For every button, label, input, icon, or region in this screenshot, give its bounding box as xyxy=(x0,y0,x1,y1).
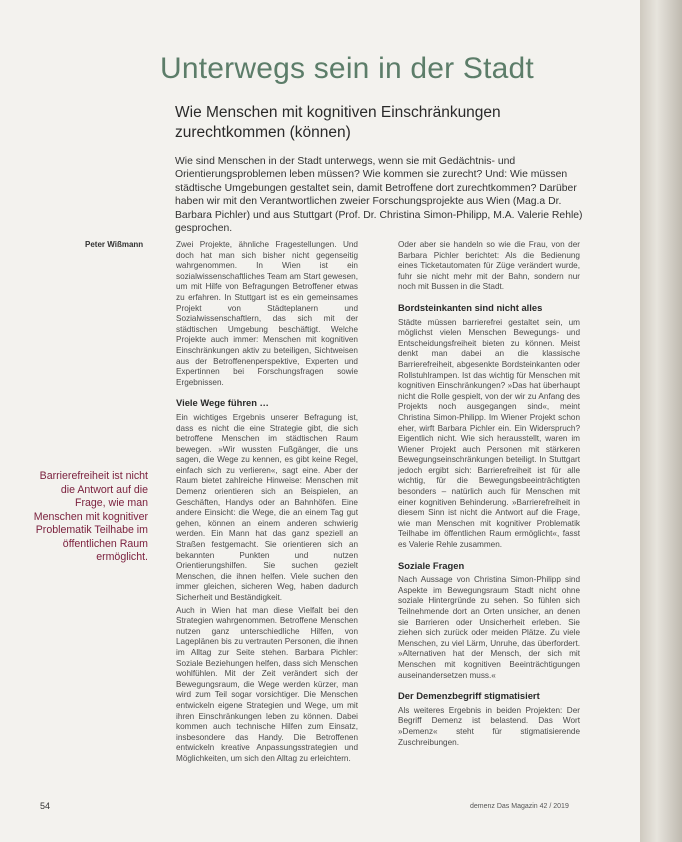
section-heading-text: Soziale Fragen xyxy=(398,559,465,571)
paragraph: Zwei Projekte, ähnliche Fragestellungen. Und doch hat man sich bisher nicht gegenseitig wahrgenommen. In Wien ist ein sozialwissenschaftliches Team am Start gewesen, um mit Hilfe von Befragungen Betroffener etwas zu erfahren. In Stuttgart ist es ein gemeinsames Projekt von Städteplanern und Sozialwissenschaftlern, das sich mit der städtischen Umgebung beschäftigt. Welche Projekte auch immer: Menschen mit kognitiven Einschränkungen aktiv zu beteiligen, Sichtweisen aus der Betroffenenperspektive, Experten und Expertinnen bei Forschungsfragen sowie Ergebnissen. xyxy=(176,240,358,387)
paragraph: Städte müssen barrierefrei gestaltet sein, um möglichst vielen Menschen Bewegungs- und Entscheidungsfreiheit bieten zu können. Meist denkt man dabei an die klassische Barrierefreiheit, abgesenkte Bordsteinkanten oder Rollstuhlrampen. Ist das wichtig für Menschen mit kognitiven Einschränkungen? »Das hat überhaupt nicht die Rolle gespielt, von der wir zu Anfang des Projekts noch ausgegangen sind«, meint Christina Simon-Philipp. Im Wiener Projekt schon eher, wirft Barbara Pichler ein. Ein Widerspruch? Eigentlich nicht. Wie sich herausstellt, waren im Wiener Projekt auch Personen mit stärkeren Bewegungseinschränkungen beteiligt. In Stuttgart jedoch ergibt sich: Barrierefreiheit ist für alle wichtig, für die Bewegungsbeeinträchtigten besonders – natürlich auch für Menschen mit einer kognitiven Behinderung. »Barrierefreiheit in diesem Sinn ist nicht die Antwort auf die Frage, wie man Menschen mit kognitiver Problematik Teilhabe im öffentlichen Raum ermöglicht«, fasst es Valerie Rehle zusammen. xyxy=(398,317,580,550)
text-column-left xyxy=(176,240,358,767)
section-heading xyxy=(398,691,580,702)
section-heading-text: Der Demenzbegriff stigmatisiert xyxy=(398,690,540,702)
paragraph: Nach Aussage von Christina Simon-Philipp sind Aspekte im Bewegungsraum Stadt nicht ohne soziale Hintergründe zu sehen. So fühlen sich Teilnehmende dort an Orten unsicher, an denen sie Barrieren oder Unsicherheit erleben. Sie ziehen sich zurück oder meiden Plätze. Zu viele Menschen, zu viel Lärm, Unruhe, das überfordert. »Alternativen hat der Mensch, der sich mit Menschen mit kognitiven Beeinträchtigungen auseinandersetzen muss.« xyxy=(398,575,580,680)
section-heading xyxy=(398,561,580,572)
pull-quote: Barrierefreiheit ist nicht die Antwort auf die Frage, wie man Menschen mit kognitiver Problematik Teilhabe im öffentlichen Raum ermöglicht. xyxy=(33,470,148,563)
next-page-edge xyxy=(640,0,682,842)
paragraph: Oder aber sie handeln so wie die Frau, von der Barbara Pichler berichtet: Als die Bedienung eines Ticketautomaten für Züge verändert wurde, fuhr sie nicht mehr mit der Bahn, sondern nur noch mit Bussen in die Stadt. xyxy=(398,240,580,292)
article-subtitle: Wie Menschen mit kognitiven Einschränkungen zurechtkommen (können) xyxy=(175,104,501,141)
section-heading xyxy=(398,303,580,314)
section-heading-text: Bordsteinkanten sind nicht alles xyxy=(398,301,543,313)
paragraph: Auch in Wien hat man diese Vielfalt bei den Strategien wahrgenommen. Betroffene Menschen nutzen ganz unterschiedliche Hilfen, von Lageplänen bis zu vertrauten Personen, die ihnen im Alltag zur Seite stehen. Barbara Pichler: Soziale Beziehungen helfen, dass sich Menschen wohlfühlen. Mit der Zeit verändert sich der Bewegungsraum, die Wege werden kürzer, man wird zum Teil sogar vorsichtiger. Die Menschen entwickeln eigene Strategien und Wege, um mit ihren Einschränkungen leben zu können. Dabei kommen auch technische Hilfen zum Einsatz, insbesondere das Handy. Die Betroffenen entwickeln kreative Anpassungsstrategien und Möglichkeiten, um sich den Alltag zu erleichtern. xyxy=(176,605,358,763)
section-heading-text: Viele Wege führen … xyxy=(176,397,269,409)
paragraph: Als weiteres Ergebnis in beiden Projekten: Der Begriff Demenz ist belastend. Das Wort »Demenz« steht für stigmatisierende Zuschreibungen. xyxy=(398,705,580,747)
journal-footer: demenz Das Magazin 42 / 2019 xyxy=(470,803,569,810)
page-number: 54 xyxy=(40,801,51,811)
paragraph: Ein wichtiges Ergebnis unserer Befragung ist, dass es nicht die eine Strategie gibt, die sich betroffene Menschen im städtischen Raum bewegen. »Wir wussten Fußgänger, die uns sagen, die Wege zu kennen, es gibt keine Regel, einfach sich zu verlieren«, sagt eine. Aber der Raum bietet zahlreiche Hinweise: Menschen mit Demenz orientieren sich an Beispielen, an Geschäften, Handys oder an Bahnhöfen. Eine andere Einsicht: die Wege, die an einem Tag gut gehen, können an einem anderen schwierig werden. Ein Mann hat das ganz speziell an Straßen festgemacht. Sie orientieren sich an bekannten Punkten und nutzen Orientierungshilfen. Sie suchen gezielt Menschen, die ihnen helfen. Viele suchen den immer gleichen, sicheren Weg, haben dadurch Sicherheit und Beständigkeit. xyxy=(176,412,358,602)
text-column-right xyxy=(398,240,580,750)
article-title: Unterwegs sein in der Stadt xyxy=(160,52,534,85)
author-name: Peter Wißmann xyxy=(85,240,144,249)
article-lead: Wie sind Menschen in der Stadt unterwegs, wenn sie mit Gedächtnis- und Orientierungsproblemen leben müssen? Wie kommen sie zurecht? Und: Wie müssen städtische Umgebungen gestaltet sein, damit Betroffene dort zurechtkommen? Darüber haben wir mit den Verantwortlichen zweier Forschungsprojekte aus Wien (Mag.a Dr. Barbara Pichler) und aus Stuttgart (Prof. Dr. Christina Simon-Philipp, M.A. Valerie Rehle) gesprochen. xyxy=(175,156,583,235)
section-heading xyxy=(176,398,358,409)
